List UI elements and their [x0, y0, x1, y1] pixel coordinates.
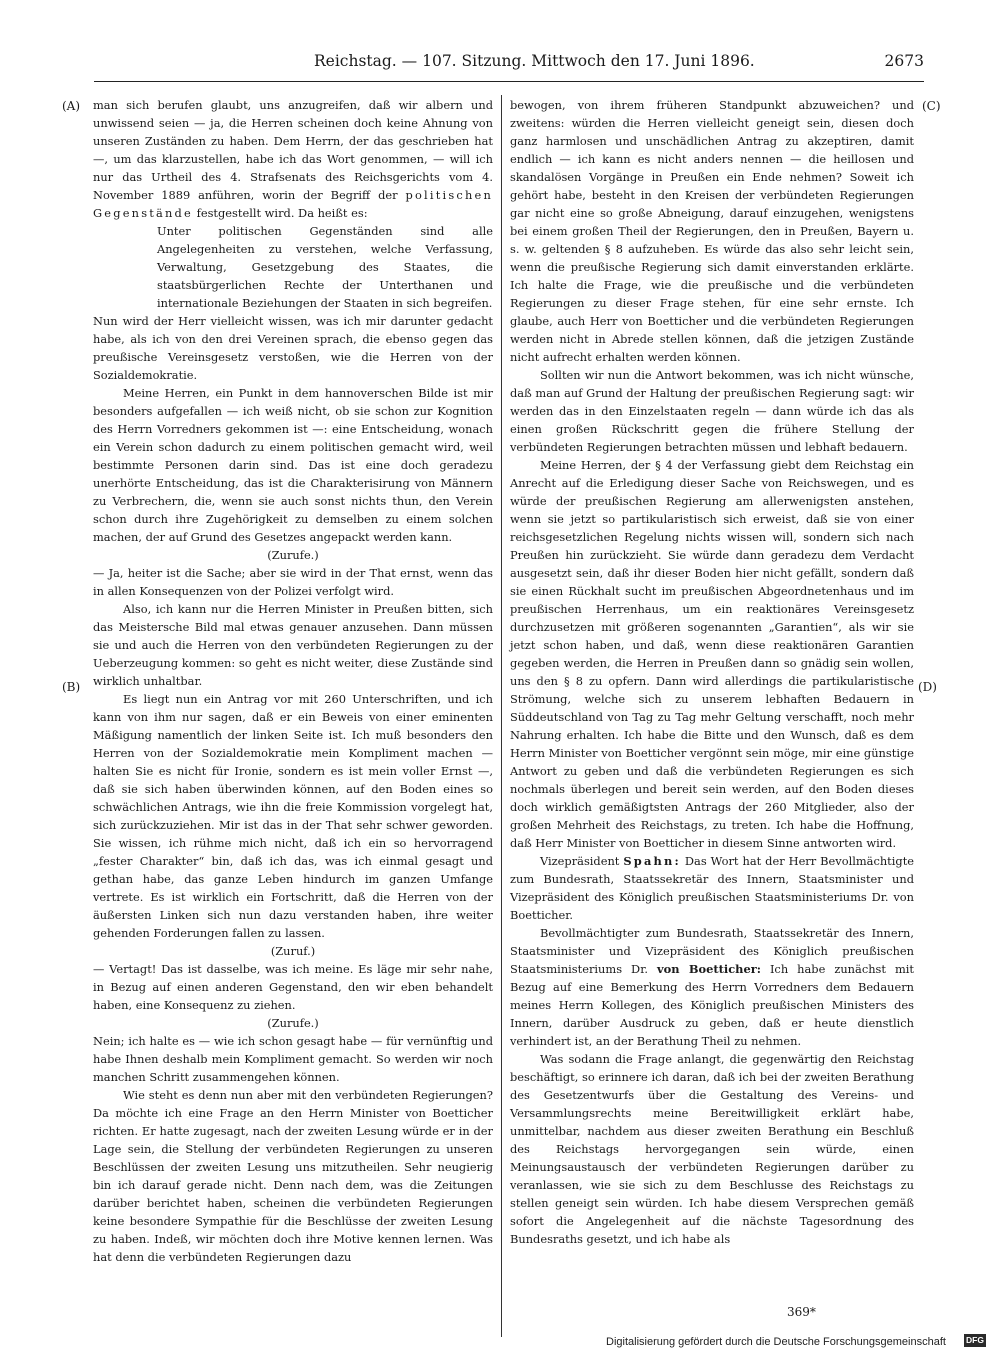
paragraph: Wie steht es denn nun aber mit den verbündeten Regierungen? Da möchte ich eine Frage an den Herrn Minister von Boetticher richten. Er hatte zugesagt, nach der zweiten Lesung würde er in der Lage sein, die Stellung der verbündeten Regierungen zu unseren Beschlüssen der zweiten Lesung uns mitzutheilen. Sehr neugierig bin ich darauf gerade nicht. Denn nach dem, was die Zeitungen darüber berichtet haben, scheinen die verbündeten Regierungen keine besondere Sympathie für die Beschlüsse der zweiten Lesung zu haben. Indeß, wir möchten doch ihre Motive kennen lernen. Was hat denn die verbündeten Regierungen dazu	[93, 1088, 493, 1264]
quote-block: Unter politischen Gegenständen sind alle Angelegenheiten zu verstehen, welche Verfassung, Verwaltung, Gesetzgebung des Staates, die staatsbürgerlichen Rechte der Unterthanen und internationale Beziehungen der Staaten in sich begreifen.	[157, 224, 493, 310]
paragraph: Was sodann die Frage anlangt, die gegenwärtig den Reichstag beschäftigt, so erinnere ich daran, daß ich bei der zweiten Berathung des Gesetzentwurfs über die Gestaltung des Vereins- und Versammlungsrechts meine Bereitwilligkeit erklärt habe, unmittelbar, nachdem aus dieser zweiten Berathung ein Beschluß des Reichstags hervorgegangen sein würde, einen Meinungsaustausch der verbündeten Regierungen darüber zu veranlassen, wie sie sich zu dem Beschlusse des Reichstags zu stellen geneigt sein würden. Ich habe diesem Versprechen gemäß sofort die Angelegenheit auf die nächste Tagesordnung des Bundesraths gesetzt, und ich habe als	[510, 1052, 914, 1246]
paragraph: Nein; ich halte es — wie ich schon gesagt habe — für vernünftig und habe Ihnen deshalb mein Kompliment gemacht. So werden wir noch manchen Schritt zusammengehen können.	[93, 1034, 493, 1084]
signature-mark: 369*	[787, 1305, 816, 1319]
interjection: (Zurufe.)	[267, 1016, 319, 1030]
margin-marker-b: (B)	[62, 680, 81, 694]
paragraph: Nun wird der Herr vielleicht wissen, was ich mir darunter gedacht habe, als ich von den drei Vereinen sprach, die ebenso gegen das preußische Vereinsgesetz verstoßen, wie die Herren von der Sozialdemokratie.	[93, 314, 493, 382]
margin-marker-a: (A)	[62, 99, 81, 113]
header-title: Reichstag. — 107. Sitzung. Mittwoch den 17. Juni 1896.	[314, 52, 755, 70]
paragraph: — Vertagt! Das ist dasselbe, was ich meine. Es läge mir sehr nahe, in Bezug auf einen anderen Gegenstand, den wir eben behandelt haben, eine Konsequenz zu ziehen.	[93, 962, 493, 1012]
paragraph: — Ja, heiter ist die Sache; aber sie wird in der That ernst, wenn das in allen Konsequenzen von der Polizei verfolgt wird.	[93, 566, 493, 598]
interjection: (Zuruf.)	[270, 944, 316, 958]
page-number: 2673	[884, 52, 924, 70]
right-column	[510, 96, 914, 1248]
speaker-name: Spahn:	[623, 854, 681, 868]
margin-marker-c: (C)	[922, 99, 941, 113]
paragraph: Also, ich kann nur die Herren Minister in Preußen bitten, sich das Meistersche Bild mal etwas genauer anzusehen. Dann müssen sie und auch die Herren von den verbündeten Regierungen zu der Ueberzeugung kommen: so geht es nicht weiter, diese Zustände sind wirklich unhaltbar.	[93, 602, 493, 688]
speaker-paragraph: Bevollmächtigter zum Bundesrath, Staatssekretär des Innern, Staatsminister und Vizepräsident des Königlich preußischen Staatsministeriums Dr. von Boetticher: Ich habe zunächst mit Bezug auf eine Bemerkung des Herrn Vorredners dem Bedauern meines Herrn Kollegen, des Königlich preußischen Ministers des Innern, darüber Ausdruck zu geben, daß er heute dienstlich verhindert ist, an der Berathung Theil zu nehmen.	[510, 926, 914, 1048]
paragraph: man sich berufen glaubt, uns anzugreifen, daß wir albern und unwissend seien — ja, die Herren scheinen doch keine Ahnung von unseren Zuständen zu haben. Dem Herrn, der das geschrieben hat —, um das klarzustellen, habe ich das Wort genommen, — will ich nur das Urtheil des 4. Strafsenats des Reichsgerichts vom 4. November 1889 anführen, worin der Begriff der politischen Gegenstände festgestellt wird. Da heißt es:	[93, 98, 493, 220]
dfg-logo-icon: DFG	[964, 1334, 986, 1347]
page-header	[94, 52, 924, 74]
paragraph: Es liegt nun ein Antrag vor mit 260 Unterschriften, und ich kann von ihm nur sagen, daß er ein Beweis von einer eminenten Mäßigung namentlich der linken Seite ist. Ich muß besonders den Herren von der Sozialdemokratie mein Kompliment machen — halten Sie es nicht für Ironie, sondern es ist mein voller Ernst —, daß sie sich haben überwinden können, auf den Boden eines so schwächlichen Antrags, wie ihn die freie Kommission vorgelegt hat, sich zurückzuziehen. Mir ist das in der That sehr schwer geworden. Sie wissen, ich rühme mich nicht, daß ich ein so hervorragend „fester Charakter“ bin, daß ich das, was ich einmal gesagt und gethan habe, das ganze Leben hindurch im ganzen Umfange vertrete. Es ist wirklich ein Fortschritt, daß die Herren von der äußersten Linken sich nun dazu verstanden haben, ihre weiter gehenden Forderungen fallen zu lassen.	[93, 692, 493, 940]
margin-marker-d: (D)	[918, 680, 937, 694]
interjection: (Zurufe.)	[267, 548, 319, 562]
paragraph: Sollten wir nun die Antwort bekommen, was ich nicht wünsche, daß man auf Grund der Haltung der preußischen Regierung sagt: wir werden das in den Einzelstaaten regeln — dann würde ich das als einen großen Rückschritt gegen die frühere Stellung der verbündeten Regierungen betrachten müssen und lebhaft bedauern.	[510, 368, 914, 454]
speaker-name: von Boetticher:	[657, 962, 761, 976]
speaker-paragraph: Vizepräsident Spahn: Das Wort hat der Herr Bevollmächtigte zum Bundesrath, Staatssekretär des Innern, Staatsminister und Vizepräsident des Königlich preußischen Staatsministeriums Dr. von Boetticher.	[510, 854, 915, 922]
footer-credit: Digitalisierung gefördert durch die Deutsche Forschungsgemeinschaft	[606, 1336, 946, 1348]
speaker-title: Vizepräsident	[540, 854, 620, 868]
paragraph: Meine Herren, ein Punkt in dem hannoverschen Bilde ist mir besonders aufgefallen — ich weiß nicht, ob sie schon zur Kognition des Herrn Vorredners gekommen ist —: eine Entscheidung, wonach ein Verein schon dadurch zu einem politischen gemacht wird, weil bestimmte Personen darin sind. Das ist eine doch geradezu unerhörte Entscheidung, das ist die Charakterisirung von Männern zu Verbrechern, die, wenn sie auch sonst nichts thun, den Verein schon durch ihre Zugehörigkeit zu demselben zu einem solchen machen, der auf Grund des Gesetzes angepackt werden kann.	[93, 386, 493, 544]
header-rule	[94, 81, 924, 82]
left-column	[93, 96, 493, 1266]
paragraph: Meine Herren, der § 4 der Verfassung giebt dem Reichstag ein Anrecht auf die Erledigung dieser Sache von Reichswegen, und es würde der preußischen Regierung am allerwenigsten anstehen, wenn sie jetzt so partikularistisch sich erweist, daß sie von einer reichsgesetzlichen Regelung nichts wissen will, sondern sich nach Preußen hin zurückzieht. Sie würde dann geradezu dem Verdacht ausgesetzt sein, daß ihr dieser Boden hier nicht gefällt, sondern daß sie einen Rückhalt sucht im preußischen Abgeordnetenhaus und im preußischen Herrenhaus, um ein reaktionäres Vereinsgesetz durchzusetzen mit größeren sogenannten „Garantien“, als wir sie jetzt schon haben, und daß, wenn diese reaktionären Garantien gegeben werden, die Herren in Preußen dann so gnädig sein wollen, uns den § 8 zu opfern. Dann wird allerdings die partikularistische Strömung, welche sich zu unserem lebhaften Bedauern in Süddeutschland von Tag zu Tag mehr Geltung verschafft, noch mehr Nahrung erhalten. Ich habe die Bitte und den Wunsch, daß es dem Herrn Minister von Boetticher vergönnt sein möge, mir eine günstige Antwort zu geben und daß die verbündeten Regierungen es sich nochmals überlegen und bereit sein werden, auf den Boden dieses doch wirklich gemäßigtsten Antrags der 260 Mitglieder, also der großen Mehrheit des Reichstags, zu treten. Ich habe die Hoffnung, daß Herr Minister von Boetticher in diesem Sinne antworten wird.	[510, 458, 914, 850]
paragraph: bewogen, von ihrem früheren Standpunkt abzuweichen? und zweitens: würden die Herren vielleicht geneigt sein, diesen doch ganz harmlosen und unschädlichen Antrag zu akzeptiren, damit endlich — ich kann es nicht anders nennen — die heillosen und skandalösen Vorgänge in Preußen ein Ende nehmen? Soweit ich gehört habe, besteht in den Kreisen der verbündeten Regierungen gar nicht eine so große Abneigung, darauf einzugehen, wenigstens bei einem großen Theil der Regierungen, den in Preußen, Bayern u. s. w. geltenden § 8 aufzuheben. Es würde das also sehr leicht sein, wenn die preußische Regierung sich damit einverstanden erklärte. Ich halte die Frage, wie die preußische und die verbündeten Regierungen zu dieser Frage stehen, für eine sehr ernste. Ich glaube, auch Herr von Boetticher und die verbündeten Regierungen werden nicht in Abrede stellen können, daß die jetzigen Zustände nicht aufrecht erhalten werden können.	[510, 98, 914, 364]
speaker-title: Bevollmächtigter zum Bundesrath, Staatssekretär des Innern, Staatsminister und Vizepräsident des Königlich preußischen Staatsministeriums Dr.	[510, 926, 914, 976]
column-divider	[501, 95, 502, 1337]
